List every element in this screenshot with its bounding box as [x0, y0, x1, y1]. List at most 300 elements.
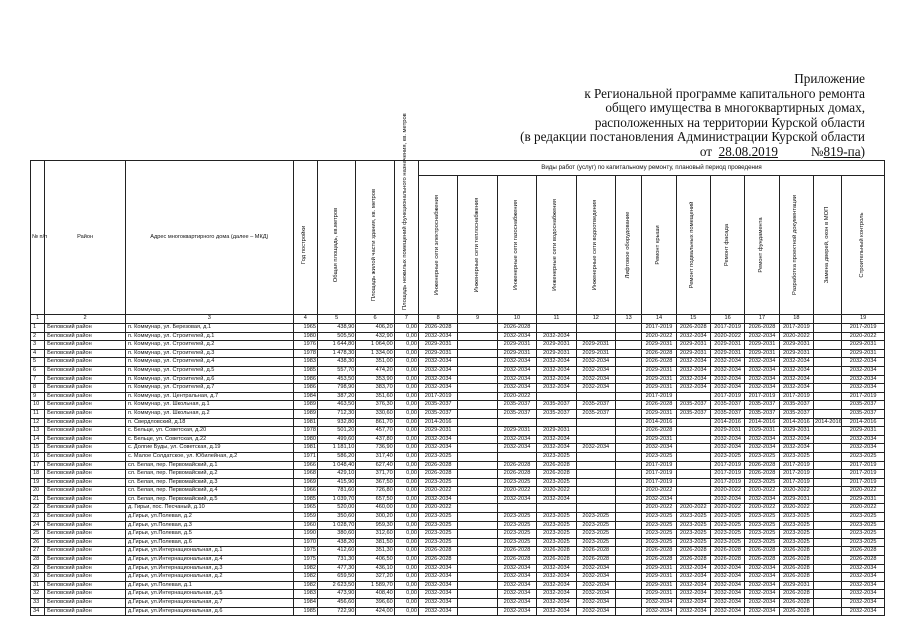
- table-cell: 2032-2034: [842, 590, 885, 599]
- table-cell: 2032-2034: [676, 332, 710, 341]
- table-row: [31, 521, 885, 530]
- table-row: [31, 427, 885, 436]
- table-cell: 2032-2034: [842, 358, 885, 367]
- table-cell: [458, 538, 497, 547]
- table-cell: [616, 461, 642, 470]
- table-cell: 2029-2031: [842, 427, 885, 436]
- table-row: [31, 444, 885, 453]
- table-cell: [616, 478, 642, 487]
- col-header-address: Адрес многоквартирного дома (далее – МКД): [125, 161, 293, 315]
- table-cell: 2029-2031: [642, 341, 676, 350]
- table-cell: 2035-2037: [779, 401, 813, 410]
- table-cell: 2023-2025: [779, 538, 813, 547]
- column-number-cell: 11: [537, 315, 576, 324]
- table-cell: 0,00: [394, 435, 418, 444]
- table-cell: 1975: [293, 556, 317, 565]
- table-cell: п. Коммунар, ул. Центральная, д.7: [125, 392, 293, 401]
- table-cell: [458, 470, 497, 479]
- table-cell: [458, 607, 497, 616]
- table-cell: 2017-2019: [418, 392, 457, 401]
- table-cell: [616, 427, 642, 436]
- table-cell: 2020-2022: [497, 392, 536, 401]
- table-cell: Беловский район: [45, 530, 126, 539]
- table-cell: [676, 478, 710, 487]
- table-cell: п. Коммунар, ул. Школьная, д.2: [125, 409, 293, 418]
- table-cell: 2032-2034: [676, 358, 710, 367]
- table-cell: 0,00: [394, 341, 418, 350]
- table-cell: 2029-2031: [842, 495, 885, 504]
- table-cell: 1982: [293, 581, 317, 590]
- table-cell: [676, 427, 710, 436]
- table-cell: 2032-2034: [710, 599, 744, 608]
- table-cell: 2017-2019: [779, 461, 813, 470]
- table-cell: [458, 513, 497, 522]
- table-cell: 586,20: [317, 452, 355, 461]
- table-cell: 2032-2034: [576, 366, 615, 375]
- table-cell: Беловский район: [45, 478, 126, 487]
- column-number-cell: 18: [779, 315, 813, 324]
- table-cell: 2032-2034: [497, 590, 536, 599]
- table-cell: 0,00: [394, 530, 418, 539]
- table-cell: 0,00: [394, 401, 418, 410]
- table-cell: 2029-2031: [676, 341, 710, 350]
- table-cell: 712,30: [317, 409, 355, 418]
- table-cell: 12: [31, 418, 45, 427]
- table-cell: 861,70: [356, 418, 394, 427]
- table-cell: 17: [31, 461, 45, 470]
- table-cell: 16: [31, 452, 45, 461]
- table-row: [31, 384, 885, 393]
- table-cell: 2023-2025: [537, 513, 576, 522]
- table-cell: 1 334,00: [356, 349, 394, 358]
- table-cell: 2023-2025: [537, 538, 576, 547]
- table-cell: 2029-2031: [642, 409, 676, 418]
- table-cell: сл. Белая, пер. Первомайский, д.1: [125, 461, 293, 470]
- table-cell: 2026-2028: [497, 470, 536, 479]
- table-cell: 30: [31, 573, 45, 582]
- table-cell: [616, 452, 642, 461]
- table-cell: с. Бельце, ул. Советская, д.20: [125, 427, 293, 436]
- table-cell: д.Гирьи, ул.Полевая, д.6: [125, 538, 293, 547]
- table-cell: [458, 590, 497, 599]
- table-cell: 1985: [293, 495, 317, 504]
- table-cell: Беловский район: [45, 324, 126, 333]
- table-cell: [676, 435, 710, 444]
- table-cell: 2032-2034: [676, 384, 710, 393]
- table-cell: Беловский район: [45, 590, 126, 599]
- table-cell: 2026-2028: [842, 547, 885, 556]
- table-cell: 0,00: [394, 427, 418, 436]
- table-cell: [576, 452, 615, 461]
- table-cell: 2032-2034: [418, 435, 457, 444]
- column-number-cell: 15: [676, 315, 710, 324]
- table-cell: [616, 504, 642, 513]
- table-cell: 432,90: [356, 332, 394, 341]
- table-cell: 0,00: [394, 470, 418, 479]
- table-cell: 505,50: [317, 332, 355, 341]
- table-cell: 2023-2025: [842, 521, 885, 530]
- table-cell: [616, 530, 642, 539]
- column-number-cell: 12: [576, 315, 615, 324]
- table-cell: 2026-2028: [676, 556, 710, 565]
- table-cell: 13: [31, 427, 45, 436]
- column-number-cell: [814, 315, 842, 324]
- table-cell: 1966: [293, 487, 317, 496]
- table-cell: 2020-2022: [745, 487, 779, 496]
- table-cell: [616, 607, 642, 616]
- table-cell: 1 028,70: [317, 521, 355, 530]
- column-number-cell: 7: [394, 315, 418, 324]
- table-cell: 2032-2034: [710, 366, 744, 375]
- table-cell: 2026-2028: [418, 324, 457, 333]
- table-cell: 2026-2028: [642, 401, 676, 410]
- table-cell: 2023-2025: [642, 513, 676, 522]
- table-cell: 376,30: [356, 401, 394, 410]
- table-cell: [458, 530, 497, 539]
- column-number-row: [31, 315, 885, 324]
- table-cell: 2020-2022: [779, 504, 813, 513]
- table-cell: 9: [31, 392, 45, 401]
- table-cell: п. Коммунар, ул. Строителей, д.4: [125, 358, 293, 367]
- table-cell: 2023-2025: [576, 538, 615, 547]
- table-cell: 2032-2034: [418, 384, 457, 393]
- table-cell: 2032-2034: [842, 581, 885, 590]
- table-cell: Беловский район: [45, 384, 126, 393]
- table-cell: 2017-2019: [779, 470, 813, 479]
- table-cell: 327,20: [356, 573, 394, 582]
- col-header-facade: Ремонт фасада: [710, 176, 744, 315]
- table-cell: 2023-2025: [418, 513, 457, 522]
- table-cell: 2026-2028: [537, 556, 576, 565]
- table-cell: 437,80: [356, 435, 394, 444]
- table-cell: [814, 366, 842, 375]
- table-cell: [497, 504, 536, 513]
- table-cell: 2023-2025: [842, 513, 885, 522]
- table-cell: 2032-2034: [842, 607, 885, 616]
- table-cell: 2032-2034: [418, 573, 457, 582]
- table-cell: 1980: [293, 332, 317, 341]
- table-cell: 2023-2025: [676, 513, 710, 522]
- table-cell: Беловский район: [45, 349, 126, 358]
- table-cell: 0,00: [394, 418, 418, 427]
- table-cell: Беловский район: [45, 513, 126, 522]
- table-cell: 0,00: [394, 461, 418, 470]
- table-cell: Беловский район: [45, 401, 126, 410]
- table-cell: [458, 366, 497, 375]
- table-cell: 2032-2034: [745, 358, 779, 367]
- table-cell: [814, 607, 842, 616]
- table-cell: 2032-2034: [745, 366, 779, 375]
- col-header-electric: Инженерные сети электроснабжения: [418, 176, 457, 315]
- header-line-2: к Региональной программе капитального ремонта: [584, 85, 865, 101]
- table-cell: 2032-2034: [418, 581, 457, 590]
- table-cell: [676, 487, 710, 496]
- table-cell: [616, 341, 642, 350]
- table-row: [31, 504, 885, 513]
- table-cell: 2032-2034: [537, 581, 576, 590]
- table-cell: [458, 564, 497, 573]
- table-cell: 351,30: [356, 547, 394, 556]
- table-cell: 0,00: [394, 513, 418, 522]
- table-cell: 2023-2025: [418, 452, 457, 461]
- table-cell: [576, 487, 615, 496]
- table-cell: 2029-2031: [779, 349, 813, 358]
- table-cell: 2020-2022: [676, 504, 710, 513]
- table-cell: 0,00: [394, 444, 418, 453]
- table-cell: 1965: [293, 504, 317, 513]
- table-cell: 2032-2034: [842, 435, 885, 444]
- header-date-line: [405, 145, 865, 160]
- table-cell: 0,00: [394, 547, 418, 556]
- table-cell: [458, 547, 497, 556]
- table-cell: 2023-2025: [576, 530, 615, 539]
- table-cell: 2029-2031: [497, 341, 536, 350]
- table-cell: [616, 470, 642, 479]
- table-cell: 2029-2031: [576, 349, 615, 358]
- table-cell: 2032-2034: [537, 358, 576, 367]
- table-cell: д.Гирьи, ул.Полевая, д.5: [125, 530, 293, 539]
- table-cell: 2017-2019: [842, 478, 885, 487]
- table-cell: 2032-2034: [537, 573, 576, 582]
- table-cell: 2020-2022: [842, 487, 885, 496]
- table-cell: Беловский район: [45, 358, 126, 367]
- column-number-cell: 10: [497, 315, 536, 324]
- table-cell: 2032-2034: [497, 573, 536, 582]
- table-row: [31, 470, 885, 479]
- table-cell: 2029-2031: [642, 573, 676, 582]
- table-cell: 2032-2034: [537, 366, 576, 375]
- col-header-foundation: Ремонт фундамента: [745, 176, 779, 315]
- table-cell: 383,70: [356, 384, 394, 393]
- table-cell: 23: [31, 513, 45, 522]
- table-row: [31, 332, 885, 341]
- table-cell: с. Бельце, ул. Советская, д.22: [125, 435, 293, 444]
- table-cell: 731,30: [317, 556, 355, 565]
- table-cell: 2014-2016: [745, 418, 779, 427]
- table-cell: 2032-2034: [418, 332, 457, 341]
- table-cell: 380,60: [317, 530, 355, 539]
- table-cell: 22: [31, 504, 45, 513]
- table-cell: 2014-2016: [842, 418, 885, 427]
- table-cell: 0,00: [394, 375, 418, 384]
- table-cell: 20: [31, 487, 45, 496]
- table-cell: 2029-2031: [497, 427, 536, 436]
- table-cell: 2029-2031: [779, 495, 813, 504]
- table-cell: Беловский район: [45, 547, 126, 556]
- table-cell: 2029-2031: [497, 349, 536, 358]
- table-cell: 1982: [293, 573, 317, 582]
- table-cell: [616, 547, 642, 556]
- table-cell: д.Гирьи, ул.Полевая, д.3: [125, 521, 293, 530]
- table-cell: [676, 461, 710, 470]
- table-cell: 0,00: [394, 521, 418, 530]
- table-cell: [537, 418, 576, 427]
- table-cell: 2032-2034: [497, 358, 536, 367]
- table-cell: [616, 435, 642, 444]
- table-cell: 2029-2031: [745, 341, 779, 350]
- table-cell: 1990: [293, 530, 317, 539]
- table-cell: 457,70: [356, 427, 394, 436]
- table-cell: 2023-2025: [745, 530, 779, 539]
- table-cell: 2035-2037: [710, 401, 744, 410]
- table-cell: 3: [31, 341, 45, 350]
- table-cell: 2023-2025: [576, 521, 615, 530]
- col-header-living-area: Площадь жилой части здания, кв. метров: [356, 161, 394, 315]
- table-cell: [537, 324, 576, 333]
- col-header-year: Год постройки: [293, 161, 317, 315]
- table-cell: [814, 444, 842, 453]
- table-cell: 330,60: [356, 409, 394, 418]
- table-cell: [616, 444, 642, 453]
- table-cell: 1978: [293, 427, 317, 436]
- table-cell: 2032-2034: [676, 375, 710, 384]
- col-header-gas: Инженерные сети газоснабжения: [497, 176, 536, 315]
- table-cell: 2020-2022: [642, 332, 676, 341]
- col-header-construction-control: Строительный контроль: [842, 176, 885, 315]
- table-cell: 2032-2034: [745, 495, 779, 504]
- table-cell: [814, 435, 842, 444]
- table-cell: 2032-2034: [710, 435, 744, 444]
- table-row: [31, 547, 885, 556]
- table-cell: [676, 444, 710, 453]
- table-row: [31, 392, 885, 401]
- table-cell: 10: [31, 401, 45, 410]
- table-cell: 2020-2022: [779, 487, 813, 496]
- table-cell: 2026-2028: [642, 349, 676, 358]
- table-cell: [676, 392, 710, 401]
- table-cell: 2017-2019: [745, 392, 779, 401]
- table-cell: 2023-2025: [710, 538, 744, 547]
- table-cell: 2017-2019: [710, 392, 744, 401]
- table-cell: [576, 478, 615, 487]
- table-cell: [458, 495, 497, 504]
- table-cell: 2023-2025: [779, 513, 813, 522]
- table-cell: 31: [31, 581, 45, 590]
- table-cell: 2029-2031: [418, 349, 457, 358]
- table-cell: [458, 444, 497, 453]
- table-cell: 2029-2031: [676, 349, 710, 358]
- table-cell: 0,00: [394, 556, 418, 565]
- table-cell: 1969: [293, 478, 317, 487]
- table-cell: 1984: [293, 392, 317, 401]
- table-cell: 473,90: [317, 590, 355, 599]
- table-cell: 2035-2037: [576, 401, 615, 410]
- column-number-cell: 6: [356, 315, 394, 324]
- col-header-nonliving-area: Площадь нежилых помещений функционального назначения, кв. метров: [394, 161, 418, 315]
- table-cell: 474,20: [356, 366, 394, 375]
- table-cell: 2 623,50: [317, 581, 355, 590]
- group-header-works: Виды работ (услуг) по капитальному ремонту, плановый период проведения: [418, 161, 884, 176]
- table-cell: 501,20: [317, 427, 355, 436]
- table-row: [31, 607, 885, 616]
- table-cell: [814, 349, 842, 358]
- table-cell: 1983: [293, 358, 317, 367]
- table-cell: Беловский район: [45, 418, 126, 427]
- table-cell: 2026-2028: [745, 556, 779, 565]
- table-cell: [458, 521, 497, 530]
- table-cell: 2023-2025: [676, 538, 710, 547]
- table-cell: 2032-2034: [710, 358, 744, 367]
- table-cell: 2035-2037: [710, 409, 744, 418]
- table-cell: [458, 478, 497, 487]
- table-cell: 2032-2034: [676, 581, 710, 590]
- table-cell: 2023-2025: [842, 452, 885, 461]
- table-cell: 0,00: [394, 349, 418, 358]
- table-cell: п. Коммунар, ул. Строителей, д.7: [125, 384, 293, 393]
- table-cell: 1985: [293, 607, 317, 616]
- table-cell: 2032-2034: [745, 607, 779, 616]
- table-cell: 2023-2025: [642, 530, 676, 539]
- table-cell: 2029-2031: [842, 341, 885, 350]
- col-header-num: № п/п: [31, 161, 45, 315]
- table-row: [31, 495, 885, 504]
- table-cell: 14: [31, 435, 45, 444]
- table-cell: 1978: [293, 349, 317, 358]
- table-cell: 381,50: [356, 538, 394, 547]
- table-cell: 1983: [293, 590, 317, 599]
- table-cell: [616, 392, 642, 401]
- table-cell: Беловский район: [45, 521, 126, 530]
- table-cell: Беловский район: [45, 581, 126, 590]
- table-cell: 1968: [293, 470, 317, 479]
- table-cell: д.Гирьи, ул.Интернациональная, д.6: [125, 607, 293, 616]
- column-number-cell: 4: [293, 315, 317, 324]
- table-cell: 1986: [293, 375, 317, 384]
- table-cell: 2035-2037: [576, 409, 615, 418]
- table-row: [31, 418, 885, 427]
- table-cell: 2026-2028: [537, 547, 576, 556]
- table-cell: [576, 461, 615, 470]
- table-cell: [814, 384, 842, 393]
- table-cell: 1 478,30: [317, 349, 355, 358]
- table-cell: 2032-2034: [779, 375, 813, 384]
- table-cell: 350,60: [317, 513, 355, 522]
- table-cell: п. Свердловский, д.18: [125, 418, 293, 427]
- table-cell: 2026-2028: [497, 547, 536, 556]
- table-cell: 2026-2028: [497, 556, 536, 565]
- table-cell: 18: [31, 470, 45, 479]
- table-cell: [616, 401, 642, 410]
- table-cell: 2017-2019: [710, 461, 744, 470]
- table-cell: 2032-2034: [497, 607, 536, 616]
- table-cell: 32: [31, 590, 45, 599]
- column-number-cell: 2: [45, 315, 126, 324]
- table-cell: 2026-2028: [418, 556, 457, 565]
- table-cell: [576, 470, 615, 479]
- table-body: [31, 324, 885, 616]
- table-cell: 2017-2019: [842, 461, 885, 470]
- table-cell: [814, 341, 842, 350]
- table-cell: 2032-2034: [497, 375, 536, 384]
- table-cell: 429,10: [317, 470, 355, 479]
- table-cell: 2032-2034: [537, 444, 576, 453]
- table-cell: 2017-2019: [642, 392, 676, 401]
- table-row: [31, 401, 885, 410]
- table-cell: 406,50: [356, 556, 394, 565]
- table-cell: 2032-2034: [497, 599, 536, 608]
- table-row: [31, 409, 885, 418]
- table-cell: 2023-2025: [576, 513, 615, 522]
- table-cell: Беловский район: [45, 452, 126, 461]
- table-cell: [814, 324, 842, 333]
- table-cell: 1989: [293, 409, 317, 418]
- table-cell: 2032-2034: [745, 375, 779, 384]
- table-cell: 34: [31, 607, 45, 616]
- table-cell: 2023-2025: [497, 530, 536, 539]
- table-cell: 2035-2037: [537, 401, 576, 410]
- table-cell: 2032-2034: [710, 495, 744, 504]
- table-cell: 2026-2028: [642, 547, 676, 556]
